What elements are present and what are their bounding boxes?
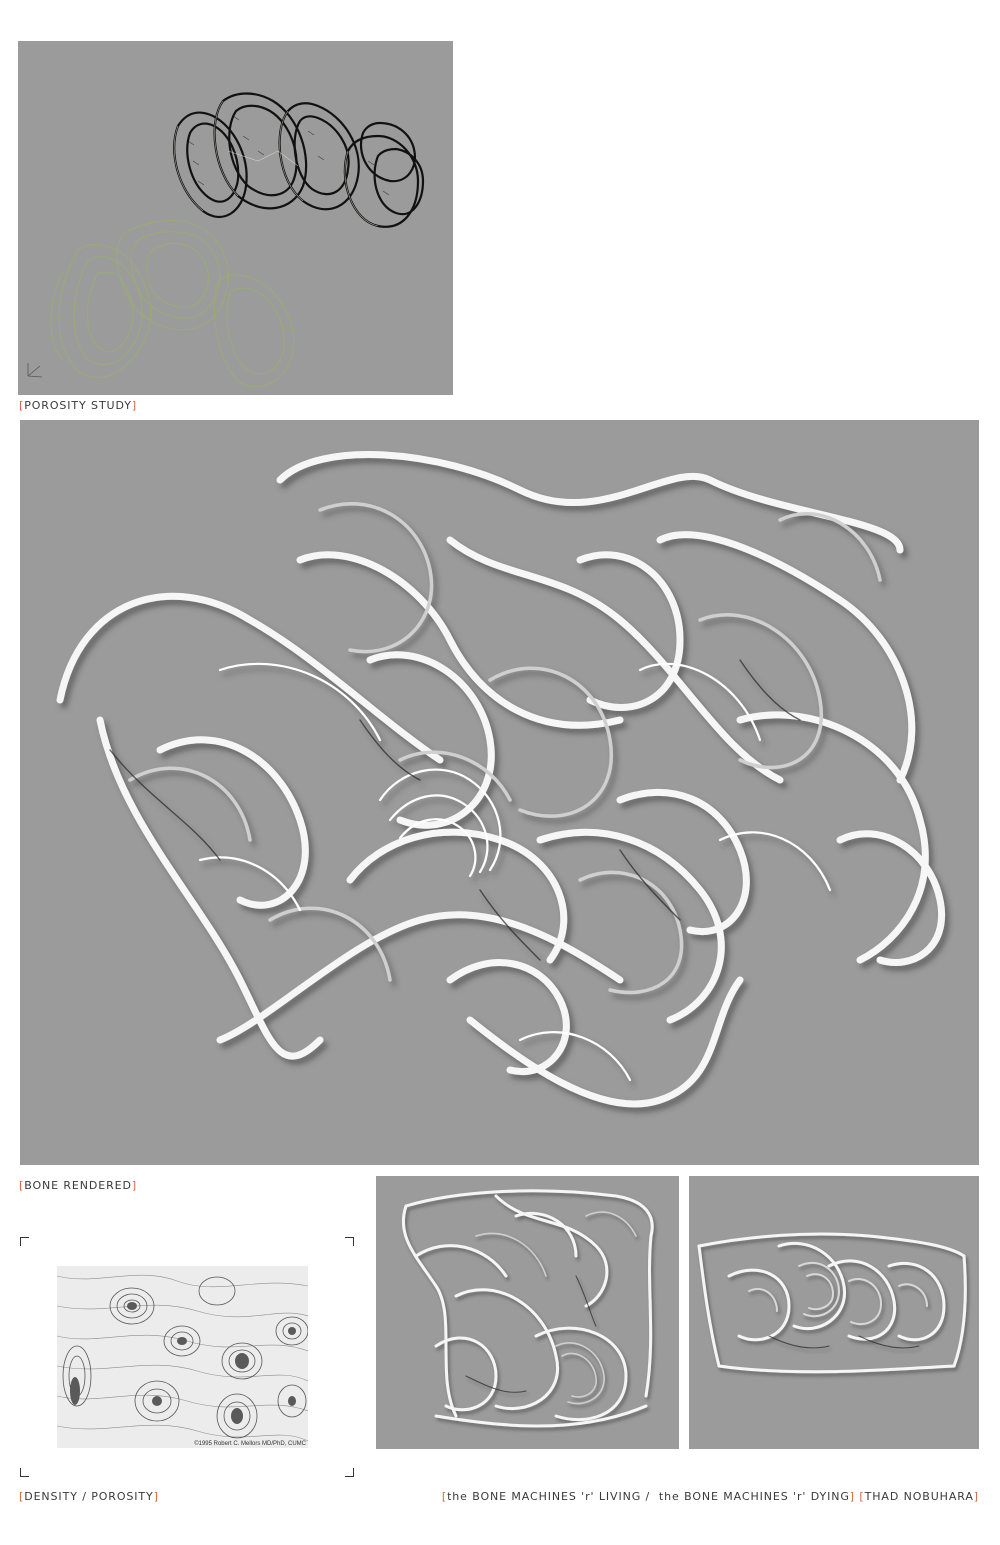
bone-render-view-3-graphic: [689, 1176, 979, 1449]
caption-text: DENSITY / POROSITY: [24, 1490, 154, 1503]
bone-rendered-image: [20, 420, 979, 1165]
frame-corner-top-left: [20, 1237, 29, 1246]
bracket-close: ]: [973, 1490, 979, 1503]
bone-render-view-2-graphic: [376, 1176, 679, 1449]
frame-corner-bottom-right: [345, 1468, 354, 1477]
bone-render-view-3: [689, 1176, 979, 1449]
caption-porosity-study: [19, 399, 137, 413]
author-name: THAD NOBUHARA: [864, 1490, 974, 1503]
micrograph-credit: ©1995 Robert C. Mellors MD/PhD, CUMC: [194, 1441, 306, 1447]
bracket-close: ]: [131, 1179, 138, 1192]
density-porosity-micrograph: [57, 1266, 308, 1448]
bracket-open: [: [19, 1179, 25, 1192]
caption-text: BONE RENDERED: [24, 1179, 132, 1192]
porosity-study-image: [18, 41, 453, 395]
porosity-study-graphic: [18, 41, 453, 395]
caption-bone-rendered: [19, 1179, 137, 1193]
micrograph-graphic: [57, 1266, 308, 1448]
bone-rendered-graphic: [20, 420, 979, 1165]
caption-title-author: [442, 1490, 979, 1504]
bracket-open: [: [19, 399, 25, 412]
project-title: the BONE MACHINES 'r' LIVING / the BONE MACHINES 'r' DYING: [447, 1490, 850, 1503]
frame-corner-top-right: [345, 1237, 354, 1246]
bracket-close: ]: [131, 399, 138, 412]
bracket-open: [: [19, 1490, 25, 1503]
bone-render-view-2: [376, 1176, 679, 1449]
bracket-open: [: [859, 1490, 865, 1503]
frame-corner-bottom-left: [20, 1468, 29, 1477]
caption-density-porosity: [19, 1490, 159, 1504]
bracket-close: ]: [849, 1490, 855, 1503]
bracket-close: ]: [153, 1490, 159, 1503]
bracket-open: [: [441, 1490, 448, 1503]
caption-text: POROSITY STUDY: [24, 399, 132, 412]
